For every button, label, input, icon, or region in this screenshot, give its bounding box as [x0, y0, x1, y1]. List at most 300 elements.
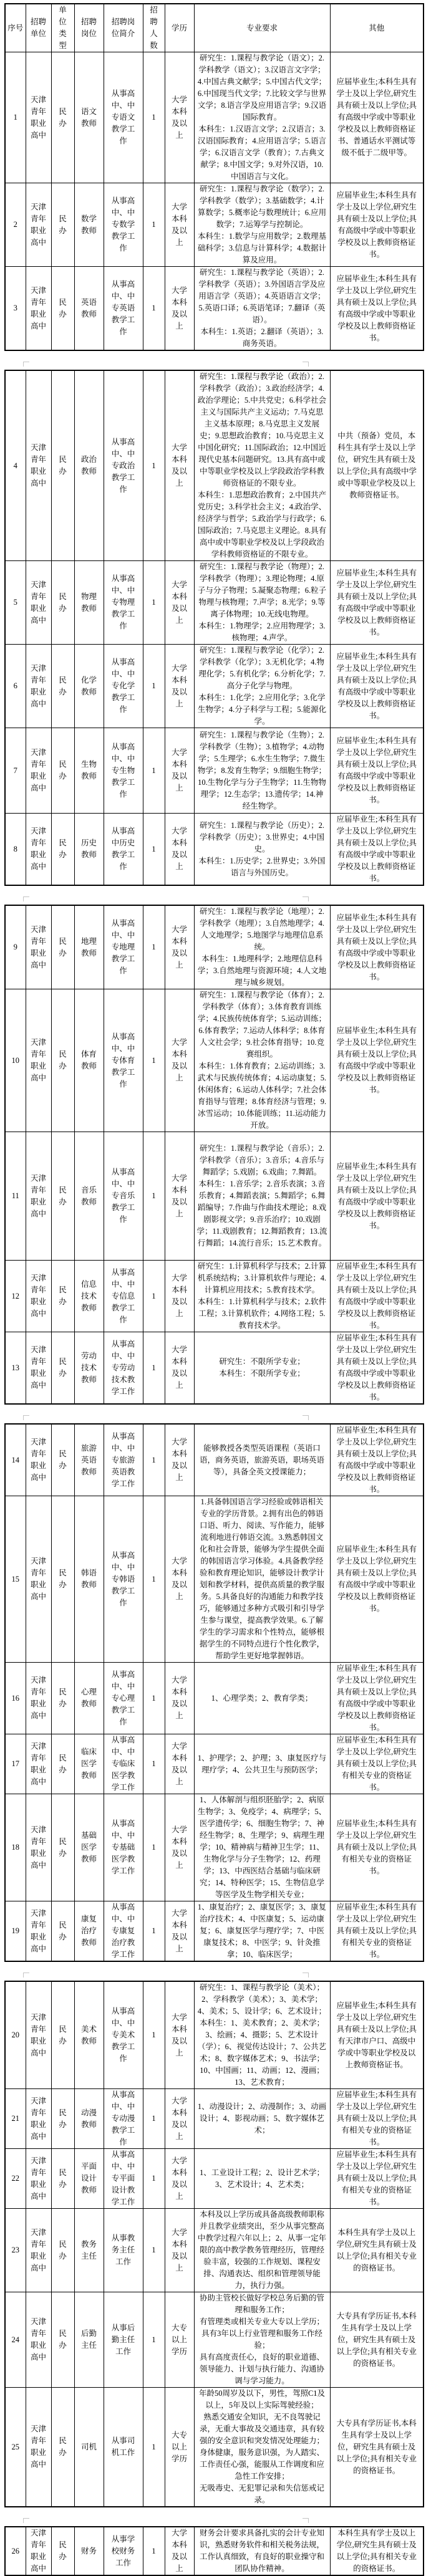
cell-education: 大学本科及以上	[165, 1424, 194, 1496]
cell-major-req	[194, 267, 330, 351]
recruitment-table	[4, 1981, 424, 2507]
page-break-mark	[23, 896, 29, 901]
cell-post: 数学教师	[74, 183, 104, 267]
cell-count: 1	[143, 370, 165, 561]
cell-unit: 天津青年职业高中	[26, 1901, 51, 1962]
cell-unit-type: 民办	[51, 2149, 74, 2209]
cell-major-req	[194, 814, 330, 886]
recruitment-table	[4, 3, 424, 351]
spec-paragraph: 研究生：1.课程与教学论（生物）；2.学科教学（生物）；3.植物学；4.动物学；5.生理学；6.水生生物学；7.微生物学；8.发育生物学；9.细胞生物学；10.生物化学与分子生物学；11.生物物理学；12.生态学；13.遗传学；14.神经生物学。	[197, 730, 327, 810]
cell-post-desc: 从事高中、中专数学教学工作	[104, 183, 143, 267]
spec-paragraph: 本科生：1.地理科学；2.地理信息科学；3.自然地理与资源环境；4.人文地理与城乡规划。	[197, 954, 327, 987]
cell-other: 中共（预备）党员，本科生具有学士及以上学位，研究生具有硕士及以上学位;具有高级中学或中等职业学校及以上教师资格证书。	[330, 370, 424, 561]
cell-other: 应届毕业生;本科生具有学士及以上学位,研究生具有硕士及以上学位;具有相关专业的资格证书。	[330, 1901, 424, 1962]
cell-no: 18	[5, 1794, 26, 1901]
cell-major-req	[194, 1734, 330, 1794]
page-break-mark	[303, 2518, 309, 2523]
cell-major-req	[194, 1794, 330, 1901]
spec-paragraph: 1、护理学；2、护理；3、康复医疗与理疗学；4、公共卫生与预防医学；	[197, 1753, 327, 1774]
spec-paragraph: 本科生：1.历史学；2.世界史；3.外国语言与外国历史。	[198, 856, 326, 877]
spec-paragraph: 研究生：不限所学专业；	[219, 1357, 305, 1366]
cell-count: 1	[143, 1734, 165, 1794]
cell-education: 大学本科及以上	[165, 52, 194, 183]
cell-no: 3	[5, 267, 26, 351]
cell-major-req	[194, 905, 330, 989]
cell-major-req	[194, 2292, 330, 2388]
column-header-count: 招聘人数	[143, 4, 165, 52]
cell-education: 大学本科及以上	[165, 1794, 194, 1901]
cell-education: 大学本科及以上	[165, 183, 194, 267]
cell-major-req	[194, 2527, 330, 2575]
cell-no: 4	[5, 370, 26, 561]
table-row	[5, 52, 424, 183]
cell-major-req	[194, 561, 330, 645]
table-row	[5, 1663, 424, 1734]
cell-post: 康复治疗教师	[74, 1901, 104, 1962]
cell-count: 1	[143, 1794, 165, 1901]
page-break-mark	[303, 1415, 309, 1420]
cell-count: 1	[143, 905, 165, 989]
cell-major-req	[194, 1424, 330, 1496]
cell-post: 司机	[74, 2388, 104, 2507]
cell-post: 心理教师	[74, 1663, 104, 1734]
cell-unit: 天津青年职业高中	[26, 645, 51, 728]
cell-post-desc: 从事司机工作	[104, 2388, 143, 2507]
cell-post-desc: 从事高中、中专英语教学工作	[104, 267, 143, 351]
spec-paragraph: 1、人体解剖与组织胚胎学；2、病原生物学；3、免疫学；4、病理学；5、医学遗传学；6、细胞生物学；7、神经生物学；8、生理学；9、病理生理学；10、精神病与精神卫生学；11、生物化学与分子生物学；12、药理学；13、中西医结合基础与临床研究；14、特种医学；15、生物信息学等医学及生物学相关专业；	[197, 1795, 327, 1899]
spec-paragraph: 熟悉交通安全知识，无不良驾驶记录，无重大事故及交通违章，具有较强的安全意识和突发情况处理能力；	[199, 2413, 324, 2445]
cell-education: 大学本科及以上	[165, 1332, 194, 1405]
table-row	[5, 1132, 424, 1261]
spec-paragraph: 研究生：1.计算机科学与技术；2.计算机系统结构；3.计算机软件与理论；4.计算机应用技术；5.教育技术学。	[197, 1262, 327, 1294]
table-block-6	[4, 2526, 426, 2576]
cell-post-desc: 从事高中、中专地理教学工作	[104, 905, 143, 989]
spec-paragraph: 年龄50周岁及以下，男性，驾照C1及以上，5年及以上实际驾驶经验；	[198, 2389, 326, 2410]
cell-post: 旅游英语教师	[74, 1424, 104, 1496]
cell-major-req	[194, 728, 330, 814]
spec-paragraph: 本科生：1.汉语言文学；2.汉语言；3.汉语国际教育；4.应用语言学；5.语言学；6.汉语言文学（教育）；7.古典文献学；8.中国文学；9.对外汉语，10.中国语言与文化。	[197, 125, 327, 181]
spec-paragraph: 能够教授各类型英语课程（英语口语，商务英语，旅游英语，职场英语等），具备全英文授课能力；	[199, 1443, 324, 1476]
cell-count: 1	[143, 2388, 165, 2507]
cell-unit-type: 民办	[51, 1424, 74, 1496]
cell-major-req	[194, 1132, 330, 1261]
cell-other: 应届毕业生;本科生具有学士及以上学位,研究生具有硕士及以上学位;具有高级中学或中等职业学校及以上教师资格证书。	[330, 267, 424, 351]
cell-other: 应届毕业生;本科生具有学士及以上学位,研究生具有硕士及以上学位;具有相关专业的资格证书。	[330, 1794, 424, 1901]
cell-post-desc: 从事高中、中专信息教学工作	[104, 1261, 143, 1332]
cell-other: 应届毕业生;本科生具有学士及以上学位,研究生具有硕士及以上学位;具有高级中学或中等职业学校及以上教师资格证书。	[330, 1424, 424, 1496]
cell-major-req	[194, 1332, 330, 1405]
spec-paragraph: 本科生：1.数学与应用数学；2.数理基础科学；3.信息与计算科学；4.数据计算及应用。	[197, 232, 327, 264]
cell-post-desc: 从事高中、中专音乐教学工作	[104, 1132, 143, 1261]
spec-paragraph: 研究生：1.课程与教学论（历史）；2.学科教学（历史）；3.世界史；4.中国史。	[199, 820, 324, 853]
table-row	[5, 1794, 424, 1901]
cell-post: 美术教师	[74, 1981, 104, 2089]
cell-count: 1	[143, 2149, 165, 2209]
cell-unit: 天津青年职业高中	[26, 1794, 51, 1901]
table-row	[5, 989, 424, 1132]
recruitment-table	[4, 2526, 424, 2576]
cell-unit-type: 民办	[51, 1496, 74, 1663]
cell-major-req	[194, 2089, 330, 2149]
cell-education: 大学本科及以上	[165, 1132, 194, 1261]
spec-paragraph: 研究生：1、课程与教学论（美术）；2、学科教学（美术）；3、美术学；4、美术；5、设计学；6、艺术设计；	[197, 1983, 327, 2016]
cell-count: 1	[143, 1261, 165, 1332]
spec-paragraph: 无吸毒史、无犯罪记录和失信惩戒记录。	[199, 2484, 324, 2504]
page-break-mark	[23, 1415, 29, 1420]
cell-count: 1	[143, 561, 165, 645]
cell-major-req	[194, 1901, 330, 1962]
cell-post: 音乐教师	[74, 1132, 104, 1261]
cell-no: 14	[5, 1424, 26, 1496]
header-row	[5, 4, 424, 52]
cell-other: 大专具有学历证书,本科生具有学士及以上学位，研究生具有硕士及以上学位;具有相关专业的资格证书。	[330, 2388, 424, 2507]
cell-education: 大学本科及以上	[165, 1663, 194, 1734]
cell-unit: 天津青年职业高中	[26, 370, 51, 561]
cell-unit-type: 民办	[51, 267, 74, 351]
cell-post: 历史教师	[74, 814, 104, 886]
cell-unit: 天津青年职业高中	[26, 1132, 51, 1261]
cell-post-desc: 从事高中、中专心理教学工作	[104, 1663, 143, 1734]
cell-major-req	[194, 1496, 330, 1663]
cell-count: 1	[143, 183, 165, 267]
cell-count: 1	[143, 1424, 165, 1496]
cell-post: 平面设计教师	[74, 2149, 104, 2209]
cell-post: 英语教师	[74, 267, 104, 351]
spec-paragraph: 1、动漫设计；2、动漫制作；3、动画设计；4、影视动画；5、数字媒体艺术；	[197, 2102, 327, 2135]
cell-unit: 天津青年职业高中	[26, 1496, 51, 1663]
cell-no: 7	[5, 728, 26, 814]
table-row	[5, 1261, 424, 1332]
cell-major-req	[194, 1663, 330, 1734]
cell-unit-type: 民办	[51, 2292, 74, 2388]
cell-post-desc: 从事高中、中专政治教学工作	[104, 370, 143, 561]
table-row	[5, 1734, 424, 1794]
column-header-other: 其他	[330, 4, 424, 52]
cell-no: 17	[5, 1734, 26, 1794]
cell-post: 地理教师	[74, 905, 104, 989]
column-header-unit-type: 单位类型	[51, 4, 74, 52]
page-break-mark	[23, 1973, 29, 1978]
cell-other: 应届毕业生;本科生具有学士及以上学位,研究生具有硕士及以上学位;具有高级中学或中等职业学校及以上教师资格证书、普通话水平测试等级不低于二级甲等。	[330, 52, 424, 183]
cell-unit-type: 民办	[51, 905, 74, 989]
column-header-major-req: 专业要求	[194, 4, 330, 52]
spec-paragraph: 1.具备韩国语言学习经验或韩语相关专业的学历背景。2.拥有出色的韩语口语、听力、阅读、写作能力，能够流利地进行韩语交流。3.熟悉韩国文化和社会背景，能够为学生提供全面的韩国语言学习体验。4.具备教学经验和教育理论知识，能够设计教学计划和教学材料，提供高质量的教学服务。5.具备良好的沟通能力和教学技巧，能够通过多种方式吸引和引导学生参与课堂，提高教学效果。6.了解学生的学习需求和个性特点，能够根据学生的不同特点进行个性化教学，帮助学生更好地掌握韩语。	[199, 1497, 324, 1660]
cell-other: 应届毕业生;本科生具有学士及以上学位,研究生具有硕士及以上学位;具有相关专业的资格证书。	[330, 1734, 424, 1794]
cell-unit-type: 民办	[51, 1901, 74, 1962]
cell-no: 11	[5, 1132, 26, 1261]
table-row	[5, 2209, 424, 2292]
cell-count: 1	[143, 1663, 165, 1734]
spec-paragraph: 本科生：1.音乐学；2.音乐表演；3.音乐教育；4.舞蹈表演；5.舞蹈学；6.舞蹈编导；7.作曲与作曲技术理论；8.戏剧影视文学；9.音乐治疗；10.戏剧学；11.戏剧教育；12.舞蹈教育；13.流行舞蹈；14.流行音乐；15.艺术教育。	[196, 1180, 327, 1247]
cell-unit-type: 民办	[51, 2209, 74, 2292]
spec-paragraph: 本科生：1、美术教育；2、美术学；3、绘画；4、摄影；5、艺术设计（学）；6、视觉传达设计；7、公共艺术；8、数字媒体艺术；9、书法学；10、中国画；11、动画；12、漫画；13、艺术教育；	[197, 2019, 327, 2087]
cell-count: 1	[143, 2209, 165, 2292]
cell-education: 大学本科及以上	[165, 1734, 194, 1794]
table-row	[5, 1496, 424, 1663]
cell-post-desc: 从事高中、中专康复治疗教学工作	[104, 1901, 143, 1962]
cell-unit: 天津青年职业高中	[26, 1424, 51, 1496]
cell-count: 1	[143, 1981, 165, 2089]
cell-major-req	[194, 1261, 330, 1332]
spec-paragraph: 研究生：1.课程与教学论（数学）；2.学科教学（数学）；3.基础数学；4.计算数学；5.概率论与数理统计；6.应用数学；7.运筹学与控制论。	[197, 185, 327, 229]
cell-other: 应届毕业生;本科生具有学士及以上学位,研究生具有硕士及以上学位;具有高级中学或中等职业学校及以上教师资格证书。	[330, 1332, 424, 1405]
cell-unit: 天津青年职业高中	[26, 267, 51, 351]
spec-paragraph: 研究生：1.课程与教学论（英语）；2.学科教学（英语）；3.外国语言学及应用语言学（英语）；4.英语语言文学；5.英语口译；6.英语笔译；7.翻译（英语）。	[198, 268, 326, 324]
cell-unit: 天津青年职业高中	[26, 2149, 51, 2209]
spec-paragraph: 研究生：1.课程与教学论（语文）；2.学科教学（语文）；3.汉语言文字学；4.中国古典文献学；5.中国古代文学；6.中国现当代文学；7.比较文学与世界文学；8.语言学及应用语言学；9.汉语国际教育。	[197, 54, 327, 122]
cell-no: 21	[5, 2089, 26, 2149]
cell-unit: 天津青年职业高中	[26, 1332, 51, 1405]
spec-paragraph: 研究生：1.课程与教学论（地理）；2.学科教学（地理）；3.自然地理学；4.人文地理学；5.地图学与地理信息系统。	[199, 907, 324, 951]
cell-no: 2	[5, 183, 26, 267]
cell-post-desc: 从事高中、中专体育教学工作	[104, 989, 143, 1132]
cell-education: 大学本科及以上	[165, 370, 194, 561]
cell-post-desc: 从事高中、中专物理教学工作	[104, 561, 143, 645]
cell-no: 26	[5, 2527, 26, 2575]
cell-unit: 天津青年职业高中	[26, 728, 51, 814]
cell-education: 大学本科及以上	[165, 2209, 194, 2292]
cell-unit-type: 民办	[51, 2527, 74, 2575]
cell-count: 1	[143, 1496, 165, 1663]
cell-education: 大学本科及以上	[165, 2089, 194, 2149]
cell-post: 教务主任	[74, 2209, 104, 2292]
cell-post-desc: 从事高中、中专化学教学工作	[104, 645, 143, 728]
cell-unit: 天津青年职业高中	[26, 2292, 51, 2388]
table-row	[5, 2292, 424, 2388]
spec-paragraph: 研究生：1.课程与教学论（音乐）；2.学科教学（音乐）；3.音乐；4.音乐与舞蹈学；5.戏剧；6.戏曲；7.舞蹈。	[199, 1144, 324, 1176]
spec-paragraph: 本科及以上学历或具备高级教师职称并且教学业绩突出，至少从事完整高中教学过程六年以上；2、从事一定年限的高中教学教务管理经历，管理经验丰富，较强的工作规划、课程安排、沟通表达、组织和管理领导能力，执行力强。	[197, 2210, 327, 2290]
cell-other: 应届毕业生;本科生具有学士及以上学位,研究生具有硕士及以上学位;具有高级中学或中等职业学校及以上教师资格证书。	[330, 1261, 424, 1332]
cell-count: 1	[143, 1332, 165, 1405]
cell-other: 应届毕业生;本科生具有学士及以上学位,研究生具有硕士及以上学位;具有高级中学或中等职业学校及以上教师资格证书。	[330, 183, 424, 267]
cell-post-desc: 从事高中历史教学工作	[104, 814, 143, 886]
cell-post: 政治教师	[74, 370, 104, 561]
cell-post-desc: 从事高中、中专美术教学工作	[104, 1981, 143, 2089]
cell-unit-type: 民办	[51, 645, 74, 728]
cell-unit: 天津青年职业高中	[26, 2089, 51, 2149]
spec-paragraph: 本科生：1.英语；2.翻译（英语）；3.商务英语。	[200, 327, 324, 348]
cell-unit-type: 民办	[51, 728, 74, 814]
table-row	[5, 561, 424, 645]
cell-unit-type: 民办	[51, 989, 74, 1132]
cell-other: 大专具有学历证书,本科生具有学士及以上学位，研究生具有硕士及以上学位;具有相关专业的资格证书。	[330, 2292, 424, 2388]
table-block-4	[4, 1423, 426, 1962]
spec-paragraph: 有管理类或相关专业大专以上学历；	[199, 2317, 324, 2326]
cell-major-req	[194, 370, 330, 561]
cell-major-req	[194, 1981, 330, 2089]
cell-post-desc: 从事高中、中专生物教学工作	[104, 728, 143, 814]
cell-post: 生物教师	[74, 728, 104, 814]
cell-count: 1	[143, 2089, 165, 2149]
cell-unit-type: 民办	[51, 2089, 74, 2149]
table-row	[5, 1901, 424, 1962]
cell-unit-type: 民办	[51, 1332, 74, 1405]
cell-unit: 天津青年职业高中	[26, 905, 51, 989]
table-row	[5, 1981, 424, 2089]
cell-other: 应届毕业生;本科生具有学士及以上学位,研究生具有硕士及以上学位;具有相关专业的资格证书。	[330, 2089, 424, 2149]
recruitment-table	[4, 905, 424, 1405]
column-header-no: 序号	[5, 4, 26, 52]
cell-post-desc: 从事高中、中专语文教学工作	[104, 52, 143, 183]
cell-unit-type: 民办	[51, 1981, 74, 2089]
cell-post: 临床医学教师	[74, 1734, 104, 1794]
cell-unit: 天津青年职业高中	[26, 1734, 51, 1794]
recruitment-table	[4, 1423, 424, 1962]
spec-paragraph: 本科生：1.物理学；2.应用物理学；3.核物理；4.声学。	[198, 622, 326, 642]
cell-no: 5	[5, 561, 26, 645]
cell-other: 应届毕业生;本科生具有学士及以上学位,研究生具有硕士及以上学位;具有高级中学或中等职业学校及以上教师资格证书。	[330, 561, 424, 645]
cell-post: 基础医学教师	[74, 1794, 104, 1901]
table-row	[5, 1424, 424, 1496]
table-block-5	[4, 1981, 426, 2507]
spec-paragraph: 具有高度责任心，良好的职业道德、领导能力、计划与执行能力、沟通协调与学习能力。	[199, 2353, 324, 2385]
cell-no: 10	[5, 989, 26, 1132]
cell-education: 大学本科及以上	[165, 989, 194, 1132]
cell-unit-type: 民办	[51, 1794, 74, 1901]
cell-post-desc: 从事高中、中专劳动技术教学工作	[104, 1332, 143, 1405]
cell-other: 应届毕业生;本科生具有学士及以上学位,研究生具有硕士及以上学位;具有高级中学或中等职业学校及以上教师资格证书。	[330, 1663, 424, 1734]
table-block-2	[4, 370, 426, 886]
cell-no: 23	[5, 2209, 26, 2292]
cell-post-desc: 从事学校财务工作	[104, 2527, 143, 2575]
cell-count: 1	[143, 52, 165, 183]
cell-education: 大专以上学历	[165, 2292, 194, 2388]
cell-post: 韩语教师	[74, 1496, 104, 1663]
cell-major-req	[194, 183, 330, 267]
cell-no: 1	[5, 52, 26, 183]
cell-unit: 天津青年职业高中	[26, 1663, 51, 1734]
cell-unit: 天津青年职业高中	[26, 814, 51, 886]
cell-no: 9	[5, 905, 26, 989]
cell-count: 1	[143, 267, 165, 351]
cell-unit-type: 民办	[51, 1261, 74, 1332]
cell-education: 大学本科及以上	[165, 1901, 194, 1962]
cell-count: 1	[143, 989, 165, 1132]
cell-other: 应届毕业生;本科生具有学士及以上学位,研究生具有硕士及以上学位;具有高级中学或中等职业学校及以上教师资格证书。	[330, 645, 424, 728]
cell-post-desc: 从事高中、中专动漫教学工作	[104, 2089, 143, 2149]
cell-count: 1	[143, 814, 165, 886]
cell-no: 19	[5, 1901, 26, 1962]
cell-no: 22	[5, 2149, 26, 2209]
table-row	[5, 645, 424, 728]
cell-count: 1	[143, 728, 165, 814]
cell-education: 大学本科及以上	[165, 1261, 194, 1332]
cell-no: 13	[5, 1332, 26, 1405]
spec-paragraph: 本科生：1.计算机科学与技术；2.软件工程；3.计算机软件；4.网络工程；5.教育技术学。	[197, 1297, 327, 1330]
cell-education: 大学本科及以上	[165, 267, 194, 351]
column-header-unit: 招聘单位	[26, 4, 51, 52]
cell-post: 化学教师	[74, 645, 104, 728]
cell-count: 1	[143, 1132, 165, 1261]
recruitment-table-blocks	[4, 3, 426, 2576]
table-row	[5, 728, 424, 814]
spec-paragraph: 本科生：1.思想政治教育；2.中国共产党历史；3.科学社会主义；4.政治学、经济学与哲学；5.政治学与行政学；6.国际政治；7.马克思主义理论。8.具有高中或中等职业学校及以上学段政治学科教师资格证的不限专业。	[197, 491, 327, 559]
cell-major-req	[194, 52, 330, 183]
cell-unit-type: 民办	[51, 370, 74, 561]
table-row	[5, 905, 424, 989]
column-header-education: 学历	[165, 4, 194, 52]
spec-paragraph: 1、康复治疗；2、康复医学；3、康复治疗技术；4、中医康复；5、运动康复；6、康复医学与理疗学；7、中医康复技术；8、中医学；9、针灸推拿；10、临床医学；	[197, 1903, 327, 1959]
cell-other: 应届毕业生;本科生具有学士及以上学位,研究生具有硕士及以上学位;具有天津市户口、高级中学或中等职业学校及以上教师资格证书。	[330, 1981, 424, 2089]
spec-paragraph: 研究生：1.课程与教学论（物理）；2.学科教学（物理）；3.理论物理；4.原子与分子物理；5.凝聚态物理；6.粒子物理与核物理；7.声学；8.光学；9.等离子体物理；10.无线电物理。	[197, 562, 327, 618]
cell-unit: 天津青年职业高中	[26, 2209, 51, 2292]
cell-post: 体育教师	[74, 989, 104, 1132]
table-row	[5, 2089, 424, 2149]
cell-major-req	[194, 2149, 330, 2209]
cell-count: 1	[143, 2292, 165, 2388]
cell-education: 大学本科及以上	[165, 1981, 194, 2089]
spec-paragraph: 研究生：1.课程与教学论（化学）；2.学科教学（化学）；3.无机化学；4.物理化学；5.有机化学；6.分析化学；7.高分子化学与物理。	[198, 646, 326, 690]
cell-unit-type: 民办	[51, 561, 74, 645]
spec-paragraph: 身体健康，服务意识强，为人踏实、工作责任心强，能服从工作调度和应急性工作安排；	[199, 2448, 324, 2481]
spec-paragraph: 1、心理学类；2、教育学类；	[211, 1693, 313, 1703]
cell-other: 应届毕业生;本科生具有学士及以上学位,研究生具有硕士及以上学位;具有相关专业的资格证书。	[330, 2149, 424, 2209]
cell-no: 12	[5, 1261, 26, 1332]
cell-post: 动漫教师	[74, 2089, 104, 2149]
cell-no: 25	[5, 2388, 26, 2507]
cell-post: 后勤主任	[74, 2292, 104, 2388]
page-break-mark	[303, 1973, 309, 1978]
cell-unit: 天津青年职业高中	[26, 2527, 51, 2575]
cell-education: 大专以上学历	[165, 2388, 194, 2507]
spec-paragraph: 协助主管校长做好学校总务后勤的管理和服务工作；	[199, 2294, 324, 2314]
cell-education: 大学本科及以上	[165, 1496, 194, 1663]
cell-major-req	[194, 645, 330, 728]
cell-no: 20	[5, 1981, 26, 2089]
cell-post-desc: 从事高中、中专基础医学教学工作	[104, 1794, 143, 1901]
cell-post: 物理教师	[74, 561, 104, 645]
spec-paragraph: 财务会计要求具备扎实的会计专业知识，熟悉财务软件和相关税务法规，工作认真细致，有良好的职业操守和团队协作精神。	[199, 2529, 324, 2573]
cell-post-desc: 从事后勤主任工作	[104, 2292, 143, 2388]
cell-post-desc: 从事高中、中专平面设计教学工作	[104, 2149, 143, 2209]
cell-unit: 天津青年职业高中	[26, 2388, 51, 2507]
cell-education: 大学本科及以上	[165, 905, 194, 989]
page-break-mark	[303, 362, 309, 367]
cell-education: 大学本科及以上	[165, 2527, 194, 2575]
table-row	[5, 2149, 424, 2209]
cell-post-desc: 从事教务主任工作	[104, 2209, 143, 2292]
spec-paragraph: 研究生：1.课程与教学论（体育）；2.学科教学（体育）；3.体育教育训练学；4.民族传统体育学；5.运动训练；6.体育教学；7.运动人体科学；8.体育人文社会学；9.社会体育指导；10.竞赛组织。	[197, 991, 327, 1059]
table-row	[5, 2527, 424, 2575]
cell-post: 劳动技术教师	[74, 1332, 104, 1405]
table-row	[5, 2388, 424, 2507]
spec-paragraph: 1、工业设计工程；2、设计艺术学；3、艺术设计；4、艺术类；	[199, 2168, 324, 2189]
cell-major-req	[194, 2388, 330, 2507]
table-row	[5, 267, 424, 351]
cell-no: 6	[5, 645, 26, 728]
cell-other: 本科生具有学士及以上学位,研究生具有硕士及以上学位;具有相关专业的资格证书。	[330, 2527, 424, 2575]
cell-other: 本科生具有学士及以上学位,研究生具有硕士及以上学位;具有相关专业的资格证书。	[330, 2209, 424, 2292]
cell-major-req	[194, 989, 330, 1132]
cell-other: 应届毕业生;本科生具有学士及以上学位,研究生具有硕士及以上学位;具有高级中学或中等职业学校及以上教师资格证书。	[330, 1496, 424, 1663]
cell-education: 大学本科及以上	[165, 728, 194, 814]
cell-unit-type: 民办	[51, 52, 74, 183]
cell-other: 应届毕业生;本科生具有学士及以上学位,研究生具有硕士及以上学位;具有高级中学或中等职业学校及以上教师资格证书。	[330, 905, 424, 989]
cell-education: 大学本科及以上	[165, 561, 194, 645]
recruitment-table	[4, 370, 424, 886]
cell-unit-type: 民办	[51, 1663, 74, 1734]
cell-other: 应届毕业生;本科生具有学士及以上学位,研究生具有硕士及以上学位;具有高级中学或中等职业学校及以上教师资格证书。	[330, 1132, 424, 1261]
cell-no: 24	[5, 2292, 26, 2388]
cell-count: 1	[143, 645, 165, 728]
cell-other: 应届毕业生;本科生具有学士及以上学位,研究生具有硕士及以上学位;具有高级中学或中等职业学校及以上教师资格证书。	[330, 989, 424, 1132]
column-header-post-desc: 招聘岗位简介	[104, 4, 143, 52]
table-row	[5, 814, 424, 886]
cell-unit: 天津青年职业高中	[26, 1981, 51, 2089]
cell-count: 1	[143, 2527, 165, 2575]
column-header-post: 招聘岗位	[74, 4, 104, 52]
cell-unit: 天津青年职业高中	[26, 989, 51, 1132]
